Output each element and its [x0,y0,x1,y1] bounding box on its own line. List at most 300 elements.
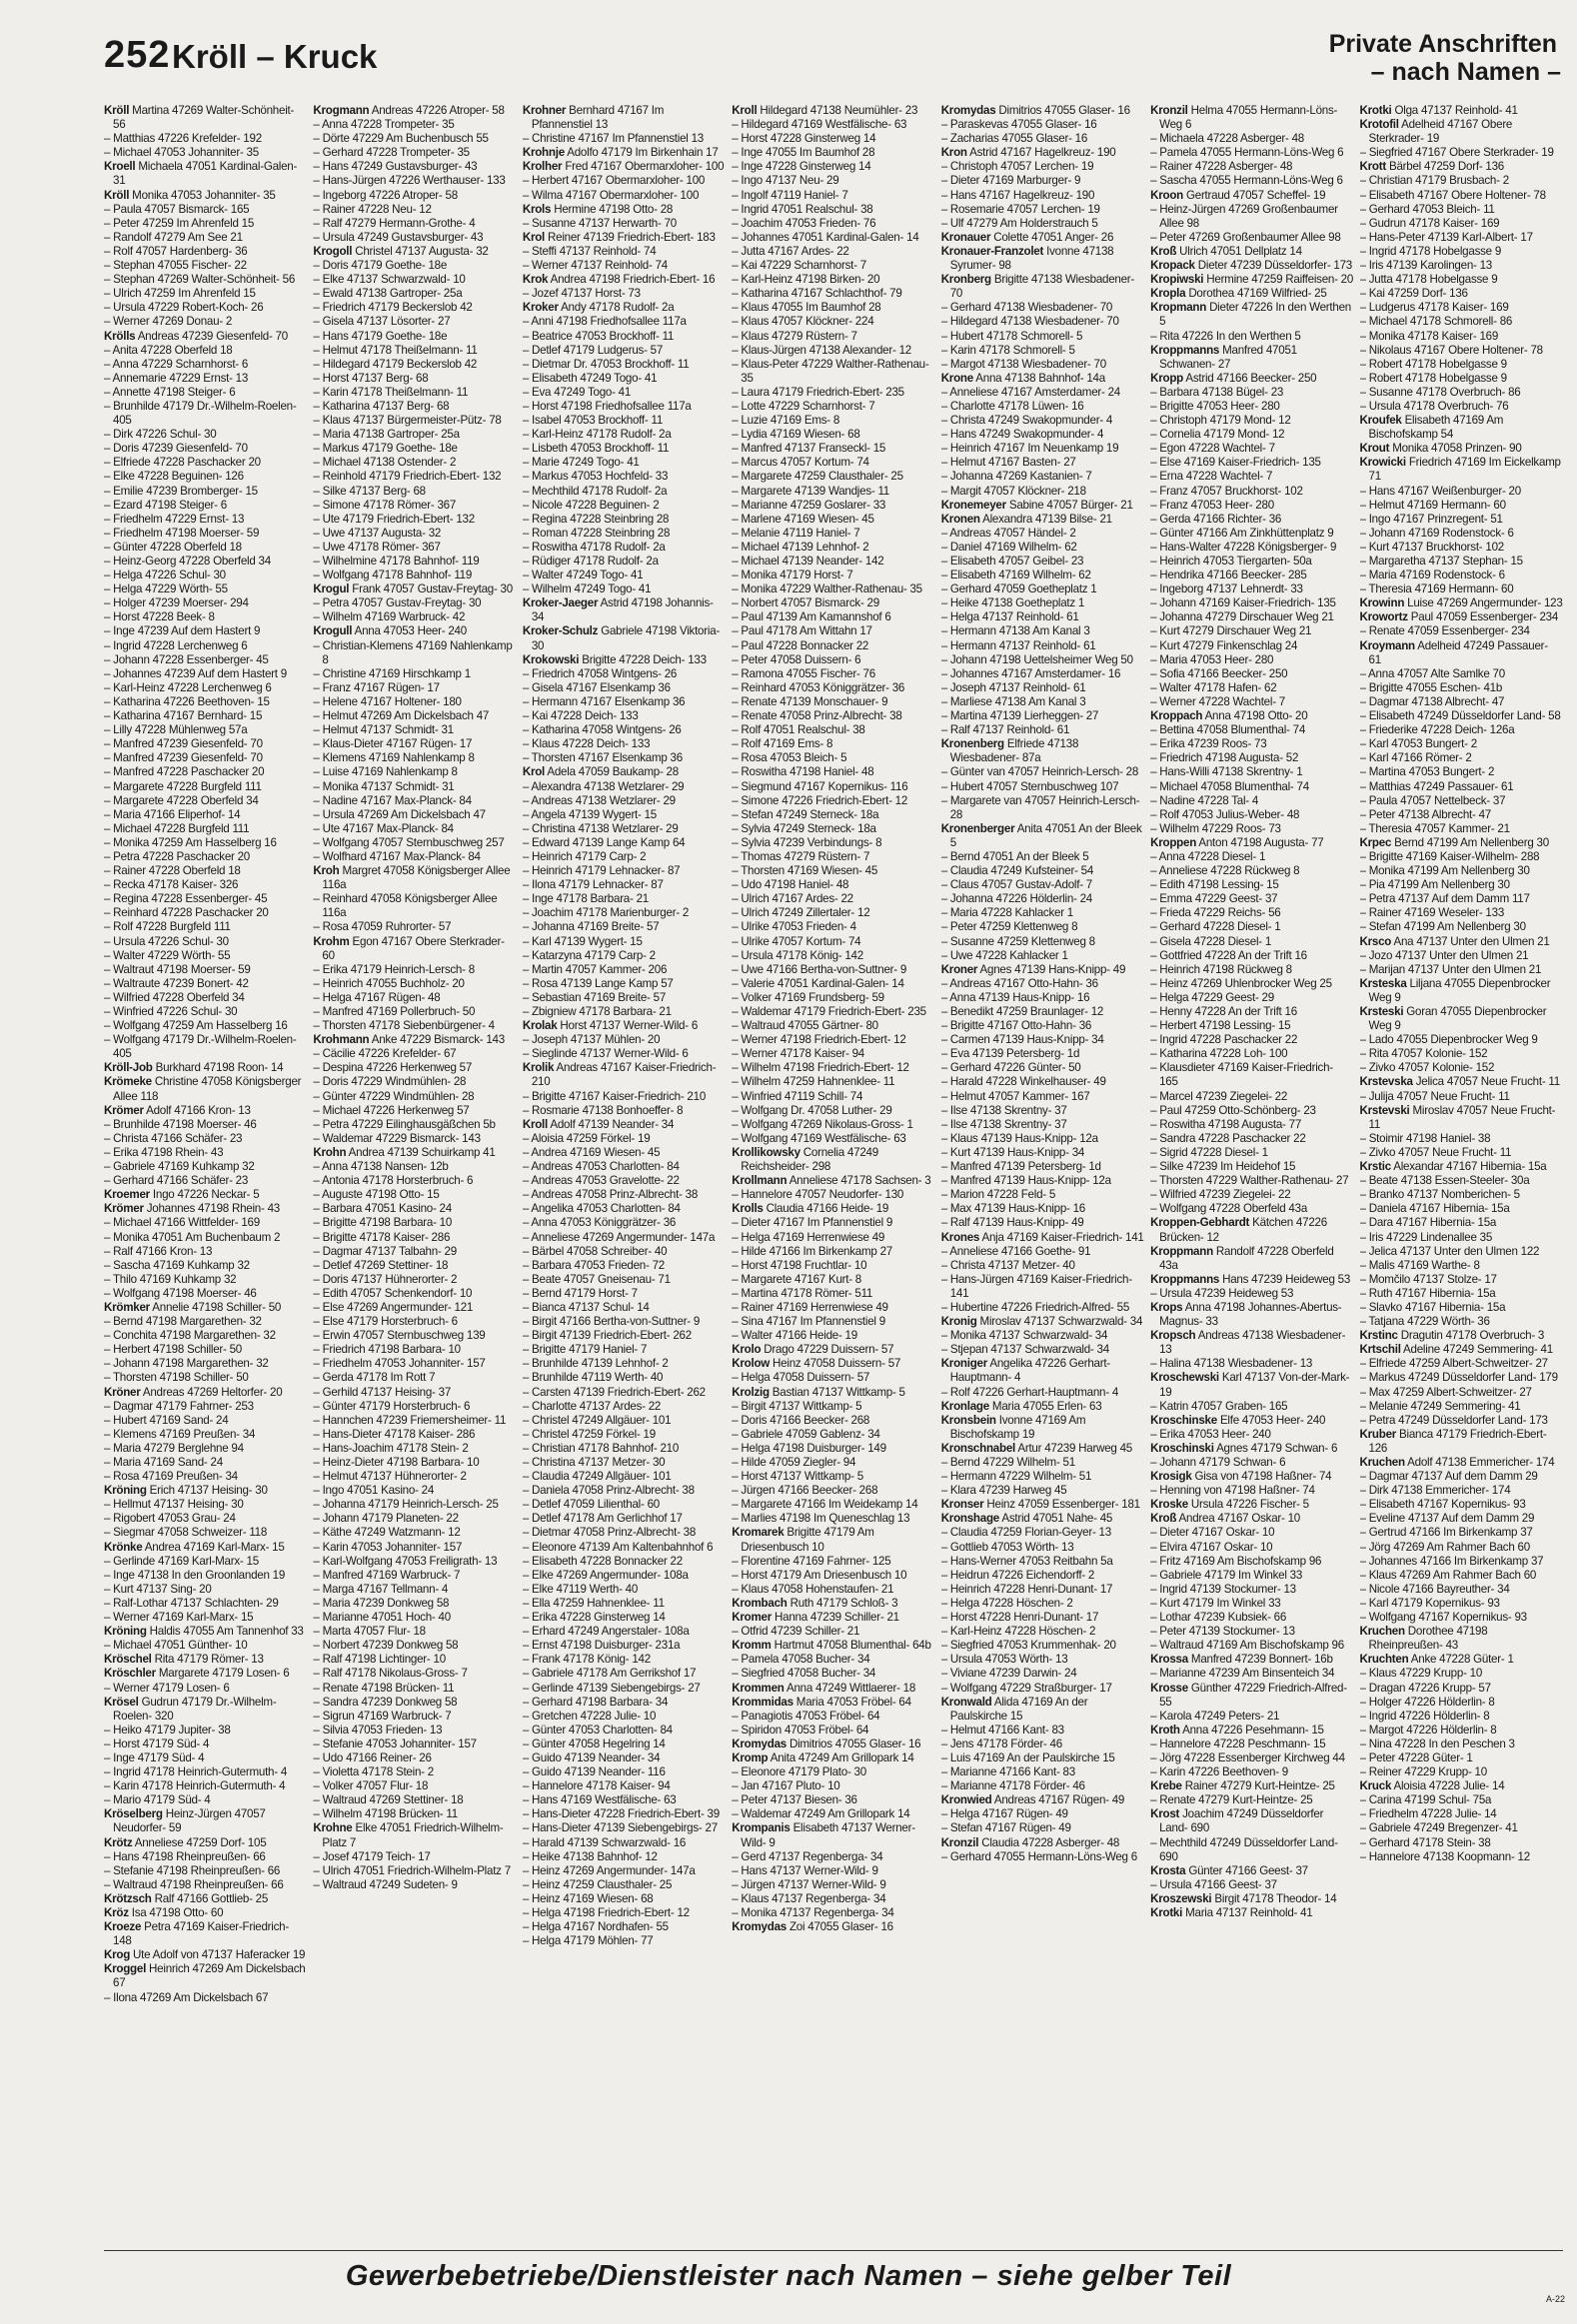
entry-details: – Mario 47179 Süd- 4 [104,1793,211,1807]
entry-details: – Hannelore 47057 Neudorfer- 130 [732,1188,904,1202]
entry-details: – Gerlinde 47139 Siebengebirgs- 27 [522,1681,701,1695]
directory-entry [313,1765,516,1779]
entry-details: – Heinz 47269 Uhlenbrocker Weg 25 [1150,976,1332,990]
entry-details: – Manfred 47139 Petersberg- 1d [940,1160,1101,1174]
directory-entry [1150,1667,1353,1681]
directory-entry [104,723,307,737]
directory-entry [732,596,934,610]
entry-details: – Friedrich 47058 Wintgens- 26 [522,666,678,680]
directory-entry [941,681,1144,695]
directory-entry [1150,822,1353,836]
directory-entry [523,850,726,864]
entry-details: Ivonne 47138 Syrumer- 98 [949,244,1114,273]
entry-surname: Krolo [732,1343,762,1357]
entry-details: – Wilma 47167 Obermarxloher- 100 [522,188,700,202]
directory-entry [941,189,1144,203]
entry-details: – Annemarie 47229 Ernst- 13 [104,371,249,385]
entry-details: – Dragan 47226 Krupp- 57 [1359,1681,1491,1695]
directory-entry [732,1202,934,1216]
directory-entry [732,132,934,146]
directory-entry [732,428,934,442]
directory-entry [941,1061,1144,1075]
entry-details: – Joachim 47053 Frieden- 76 [732,216,876,230]
directory-entry [104,1696,307,1724]
entry-details: – Marianne 47178 Förder- 46 [940,1779,1085,1793]
directory-entry [1360,624,1563,638]
entry-details: – Bettina 47058 Blumenthal- 74 [1150,723,1306,737]
directory-entry [1150,1104,1353,1118]
entry-details: – Nicole 47228 Beguinen- 2 [522,498,660,512]
entry-details: – Heike 47138 Bahnhof- 12 [522,1849,658,1863]
directory-entry [732,1793,934,1807]
directory-entry [1360,935,1563,949]
entry-details: – Marga 47167 Tellmann- 4 [313,1582,449,1596]
directory-entry [313,822,516,836]
directory-entry [941,386,1144,400]
directory-entry [313,499,516,513]
entry-details: Astrid 47167 Hagelkreuz- 190 [969,146,1116,160]
entry-details: – Christian 47179 Brusbach- 2 [1359,174,1509,188]
directory-entry [523,513,726,527]
entry-details: – Friederike 47228 Deich- 126a [1359,723,1515,737]
directory-entry [941,1597,1144,1611]
entry-details: – Eva 47249 Togo- 41 [522,385,632,399]
entry-details: – Claudia 47249 Allgäuer- 101 [522,1470,672,1484]
entry-details: – Hubert 47178 Schmorell- 5 [940,329,1083,343]
directory-entry [1150,935,1353,949]
entry-details: – Waldemar 47229 Bismarck- 143 [313,1131,481,1145]
directory-entry [941,1696,1144,1724]
entry-details: – Monika 47259 Am Hasselberg 16 [104,835,277,849]
directory-entry [941,963,1144,977]
directory-entry [1150,1836,1353,1864]
directory-entry [732,822,934,836]
entry-details: – Angela 47139 Wygert- 15 [522,807,657,821]
directory-entry [941,723,1144,737]
entry-details: – Horst 47137 Berg- 68 [313,371,429,385]
entry-details: – Helga 47229 Wörth- 55 [104,582,228,596]
entry-details: – Eveline 47137 Auf dem Damm 29 [1359,1512,1535,1526]
entry-details: – Carmen 47139 Haus-Knipp- 34 [940,1033,1104,1047]
entry-details: – Anna 47138 Nansen- 12b [313,1160,449,1174]
directory-entry [941,1484,1144,1498]
entry-details: Miroslav 47137 Schwarzwald- 34 [979,1315,1143,1329]
directory-entry [1150,864,1353,878]
directory-entry [1150,1132,1353,1146]
entry-details: – Waltraud 47249 Sudeten- 9 [313,1877,458,1891]
directory-entry [523,780,726,794]
directory-entry [313,1315,516,1329]
directory-entry [1360,1061,1563,1075]
directory-entry [732,1765,934,1779]
entry-details: – Gerhard 47198 Barbara- 34 [522,1695,669,1709]
directory-entry [732,1696,934,1710]
directory-entry [313,1019,516,1033]
entry-details: – Klaus 47279 Rüstern- 7 [732,329,857,343]
directory-entry [1150,1019,1353,1033]
entry-details: – Brigitte 47169 Kaiser-Wilhelm- 288 [1359,849,1540,863]
entry-details: – Thilo 47169 Kuhkamp 32 [104,1272,237,1286]
directory-entry [1360,1555,1563,1569]
entry-details: – Renate 47059 Essenberger- 234 [1359,624,1530,638]
entry-details: – Jutta 47178 Hobelgasse 9 [1359,273,1498,287]
entry-details: – Heinrich 47167 Im Neuenkamp 19 [940,442,1119,456]
entry-details: – Horst 47228 Beek- 8 [104,610,215,624]
directory-entry [1150,1160,1353,1174]
entry-details: Heinz-Jürgen 47057 Neudorfer- 59 [113,1807,266,1835]
entry-details: Claudia 47166 Heide- 19 [766,1202,889,1216]
directory-entry [313,582,516,596]
entry-details: – Kai 47229 Scharnhorst- 7 [732,259,866,273]
entry-details: – Karl-Heinz 47228 Höschen- 2 [940,1625,1096,1639]
directory-entry [523,470,726,484]
entry-surname: Kroon [1150,188,1183,202]
directory-entry [732,1682,934,1696]
directory-entry [1150,1541,1353,1555]
directory-entry [313,892,516,920]
entry-details: – Silke 47239 Im Heidehof 15 [1150,1160,1296,1174]
entry-details: – Barbara 47138 Bügel- 23 [1150,385,1284,399]
entry-details: – Brigitte 47053 Heer- 280 [1150,399,1280,413]
directory-entry [732,1526,934,1554]
directory-entry [732,653,934,667]
entry-details: – Gisela 47167 Elsenkamp 36 [522,680,671,694]
entry-details: Günther 47229 Friedrich-Alfred- 55 [1159,1681,1347,1709]
entry-details: – Maria 47166 Eliperhof- 14 [104,807,241,821]
directory-entry [313,1696,516,1710]
directory-entry [1150,780,1353,794]
entry-details: – Franz 47057 Bruckhorst- 102 [1150,484,1303,498]
directory-entry [104,1625,307,1639]
entry-details: – Elke 47119 Werth- 40 [522,1582,639,1596]
directory-entry [104,569,307,582]
directory-entry [1150,1751,1353,1765]
entry-details: Gabriele 47198 Viktoria- 30 [531,624,721,652]
entry-details: – Heinrich 47055 Buchholz- 20 [313,976,465,990]
entry-surname: Krok [522,273,549,287]
directory-entry [1150,1765,1353,1779]
entry-details: – Annette 47198 Steiger- 6 [104,385,236,399]
directory-entry [1150,977,1353,991]
directory-entry [104,315,307,329]
directory-entry [104,1442,307,1456]
directory-entry [104,920,307,934]
directory-entry [1360,794,1563,808]
directory-entry [313,1414,516,1428]
entry-surname: Krohn [313,1145,347,1159]
entry-details: – Charlotte 47137 Ardes- 22 [522,1399,662,1413]
directory-entry [104,1920,307,1948]
directory-entry [941,428,1144,442]
directory-entry [732,259,934,273]
directory-entry [523,836,726,850]
directory-entry [732,442,934,456]
entry-details: – Petra 47137 Auf dem Damm 117 [1359,892,1530,906]
directory-entry [104,1174,307,1188]
entry-details: Dieter 47239 Düsseldorfer- 173 [1197,259,1353,273]
directory-entry [313,667,516,681]
directory-entry [941,1807,1144,1821]
directory-entry [104,1118,307,1132]
entry-details: – Marcel 47239 Ziegelei- 22 [1150,1089,1288,1103]
entry-surname: Kroth [1150,1723,1180,1737]
entry-details: Ivonne 47169 Am Bischofskamp 19 [949,1413,1086,1441]
directory-entry [732,1738,934,1751]
directory-entry [941,301,1144,315]
entry-details: Birgit 47178 Theodor- 14 [1214,1891,1337,1905]
entry-surname: Krols [522,202,552,216]
directory-entry [1150,751,1353,765]
entry-surname: Kromer [732,1611,773,1625]
directory-entry [313,780,516,794]
entry-surname: Kronauer [940,230,991,244]
directory-entry [732,104,934,118]
directory-entry [1150,653,1353,667]
entry-details: – Klaus 47269 Am Rahmer Bach 60 [1359,1568,1537,1582]
entry-details: – Heinrich 47179 Carp- 2 [522,849,647,863]
entry-surname: Kroschewski [1150,1371,1219,1385]
directory-entry [1150,555,1353,569]
entry-details: – Pamela 47058 Bucher- 34 [732,1653,870,1667]
directory-entry [1150,499,1353,513]
entry-details: – Christoph 47179 Mond- 12 [1150,414,1291,428]
directory-entry [1150,1512,1353,1526]
entry-details: – Thorsten 47167 Elsenkamp 36 [522,751,683,765]
directory-entry [732,1174,934,1188]
directory-entry [313,610,516,624]
directory-entry [941,555,1144,569]
entry-details: Burkhard 47198 Roon- 14 [155,1061,284,1075]
directory-entry [941,1019,1144,1033]
entry-details: – Katharina 47167 Schlachthof- 79 [732,287,902,301]
entry-details: Andrea 47139 Schuirkamp 41 [348,1145,496,1159]
directory-entry [1150,372,1353,386]
directory-entry [1360,527,1563,541]
entry-details: – Emma 47229 Geest- 37 [1150,892,1278,906]
entry-surname: Kröll [104,188,130,202]
directory-entry [941,822,1144,850]
directory-entry [732,1146,934,1174]
directory-entry [523,485,726,499]
entry-details: – Erika 47239 Roos- 73 [1150,737,1267,751]
entry-surname: Kronzil [940,1835,979,1849]
directory-entry [1150,344,1353,372]
entry-details: – Manfred 47169 Warbruck- 7 [313,1568,461,1582]
directory-entry [313,386,516,400]
directory-entry [104,259,307,273]
directory-entry [523,301,726,315]
entry-details: Heinz 47058 Duissern- 57 [773,1357,901,1371]
entry-surname: Krsteska [1359,976,1407,990]
entry-details: – Monika 47229 Walther-Rathenau- 35 [732,582,922,596]
directory-entry [104,1583,307,1597]
directory-entry [732,864,934,878]
directory-entry [1150,1245,1353,1273]
entry-details: – Markus 47179 Goethe- 18e [313,442,458,456]
directory-entry [104,1019,307,1033]
entry-details: – Rosa 47059 Ruhrorter- 57 [313,920,452,934]
entry-details: – Helmut 47166 Kant- 83 [940,1723,1064,1737]
entry-surname: Kronwied [940,1793,992,1807]
entry-details: Ulrich 47051 Dellplatz 14 [1179,244,1302,258]
directory-entry [313,695,516,709]
directory-entry [104,330,307,344]
directory-entry [1150,1470,1353,1484]
directory-entry [1150,836,1353,850]
entry-details: – Ulf 47279 Am Holderstrauch 5 [940,216,1098,230]
entry-details: Anna 47138 Bahnhof- 14a [975,371,1105,385]
entry-details: – Heinrich 47179 Lehnacker- 87 [522,864,681,878]
directory-entry [732,1611,934,1625]
directory-entry [313,723,516,737]
entry-details: – Sascha 47055 Hermann-Löns-Weg 6 [1150,174,1343,188]
directory-entry [1360,1765,1563,1779]
entry-details: – Elfriede 47228 Paschacker 20 [104,456,261,470]
entry-details: – Erna 47228 Wachtel- 7 [1150,470,1273,484]
entry-details: Anna 47053 Heer- 240 [354,624,467,638]
directory-entry [941,1202,1144,1216]
entry-details: Günter 47166 Geest- 37 [1188,1863,1308,1877]
entry-surname: Kruchen [1359,1625,1405,1639]
footer-divider [104,2250,1563,2251]
directory-entry [523,1724,726,1738]
entry-details: Andreas 47269 Heltorfer- 20 [142,1385,283,1399]
entry-details: – Hans-Joachim 47178 Stein- 2 [313,1441,469,1455]
directory-entry [104,1400,307,1414]
entry-details: – Max 47259 Albert-Schweitzer- 27 [1359,1385,1532,1399]
entry-details: – Michael 47226 Herkenweg 57 [313,1103,470,1117]
entry-details: – Helmut 47269 Am Dickelsbach 47 [313,709,490,723]
directory-entry [941,1765,1144,1779]
directory-entry [941,1442,1144,1456]
entry-details: Hermine 47198 Otto- 28 [554,202,674,216]
directory-entry [104,541,307,555]
entry-details: – Gerhard 47055 Hermann-Löns-Weg 6 [940,1849,1137,1863]
entry-surname: Kroß [1150,1512,1177,1526]
directory-entry [523,1850,726,1864]
directory-entry [1360,104,1563,118]
directory-entry [941,344,1144,358]
entry-details: – Recka 47178 Kaiser- 326 [104,878,239,892]
entry-details: Ursula 47226 Fischer- 5 [1190,1498,1309,1512]
entry-details: – Helga 47137 Reinhold- 61 [940,610,1079,624]
entry-details: – Isabel 47053 Brockhoff- 11 [522,414,664,428]
entry-details: – Bernd 47198 Margarethen- 32 [104,1315,262,1329]
entry-details: – Maria 47279 Berglehne 94 [104,1441,244,1455]
entry-details: – Andreas 47053 Charlotten- 84 [522,1160,680,1174]
entry-details: – Aloisia 47259 Förkel- 19 [522,1131,651,1145]
directory-entry [732,639,934,653]
directory-entry [523,414,726,428]
directory-entry [523,203,726,217]
entry-surname: Krout [1359,442,1390,456]
directory-entry [523,695,726,709]
entry-details: – Andreas 47058 Prinz-Albrecht- 38 [522,1188,699,1202]
directory-entry [941,414,1144,428]
entry-surname: Kropack [1150,259,1195,273]
directory-entry [732,681,934,695]
entry-details: – Horst 47137 Wittkamp- 5 [732,1470,863,1484]
entry-details: Johannes 47198 Rhein- 43 [146,1202,280,1216]
entry-details: Haldis 47055 Am Tannenhof 33 [149,1625,304,1639]
directory-entry [1150,1118,1353,1132]
entry-details: – Margarete 47228 Oberfeld 34 [104,793,259,807]
entry-surname: Kronzil [1150,104,1188,117]
directory-entry [104,442,307,456]
entry-details: – Frieda 47229 Reichs- 56 [1150,906,1281,920]
directory-entry [1150,1414,1353,1428]
directory-entry [732,1428,934,1442]
entry-details: – Helga 47226 Schul- 30 [104,569,226,582]
directory-entry [104,1231,307,1245]
entry-details: Hermine 47259 Raiffeisen- 20 [1206,273,1354,287]
entry-details: – Kurt 47279 Dirschauer Weg 21 [1150,624,1312,638]
directory-entry [523,527,726,541]
directory-entry [104,555,307,569]
entry-surname: Krömeke [104,1075,152,1089]
entry-details: – Günter 47228 Oberfeld 18 [104,540,242,554]
directory-entry [523,1202,726,1216]
entry-details: – Simone 47226 Friedrich-Ebert- 12 [732,793,908,807]
entry-details: – Emilie 47239 Bromberger- 15 [104,484,258,498]
directory-entry [1150,1724,1353,1738]
entry-details: – Franz 47167 Rügen- 17 [313,680,440,694]
entry-details: – Reinhard 47228 Paschacker 20 [104,906,269,920]
entry-details: – Hannelore 47178 Kaiser- 94 [522,1779,671,1793]
directory-entry [1360,963,1563,977]
entry-details: – Uwe 47166 Bertha-von-Suttner- 9 [732,962,907,976]
entry-details: – Jens 47178 Förder- 46 [940,1737,1062,1750]
entry-details: – Wolfgang 47228 Oberfeld 43a [1150,1202,1308,1216]
entry-details: – Karin 47053 Johanniter- 157 [313,1540,463,1554]
entry-surname: Krömer [104,1202,144,1216]
entry-details: – Sigrid 47228 Diesel- 1 [1150,1145,1268,1159]
directory-entry [1360,737,1563,751]
entry-details: – Edith 47057 Schenkendorf- 10 [313,1286,473,1300]
directory-entry [313,1005,516,1019]
entry-surname: Krohnje [522,146,565,160]
directory-entry [313,1484,516,1498]
directory-entry [523,1498,726,1512]
directory-entry [313,1512,516,1526]
directory-entry [104,160,307,188]
entry-details: Anton 47198 Augusta- 77 [1198,835,1324,849]
directory-entry [732,1104,934,1118]
directory-entry [1360,920,1563,934]
entry-details: – Heinz 47259 Clausthaler- 25 [522,1877,673,1891]
entry-details: – Halina 47138 Wiesbadener- 13 [1150,1357,1313,1371]
directory-entry [313,1188,516,1202]
entry-details: Manfred 47051 Schwanen- 27 [1159,343,1297,371]
entry-details: – Karin 47178 Heinrich-Gutermuth- 4 [104,1779,286,1793]
entry-surname: Kroner [940,962,978,976]
directory-entry [1150,1779,1353,1793]
entry-surname: Kroll [522,1117,549,1131]
directory-entry [104,1906,307,1920]
directory-entry [523,1259,726,1273]
entry-details: Astrid 47051 Nahe- 45 [1001,1512,1113,1526]
directory-entry [313,541,516,555]
entry-surname: Kron [940,146,967,160]
entry-details: – Erika 47053 Heer- 240 [1150,1427,1271,1441]
directory-entry [523,541,726,555]
directory-entry [1360,1667,1563,1681]
entry-details: – Wolfgang 47169 Westfälische- 63 [732,1131,906,1145]
directory-entry [104,372,307,386]
directory-entry [313,372,516,386]
directory-entry [104,864,307,878]
entry-surname: Kropsch [1150,1329,1196,1343]
